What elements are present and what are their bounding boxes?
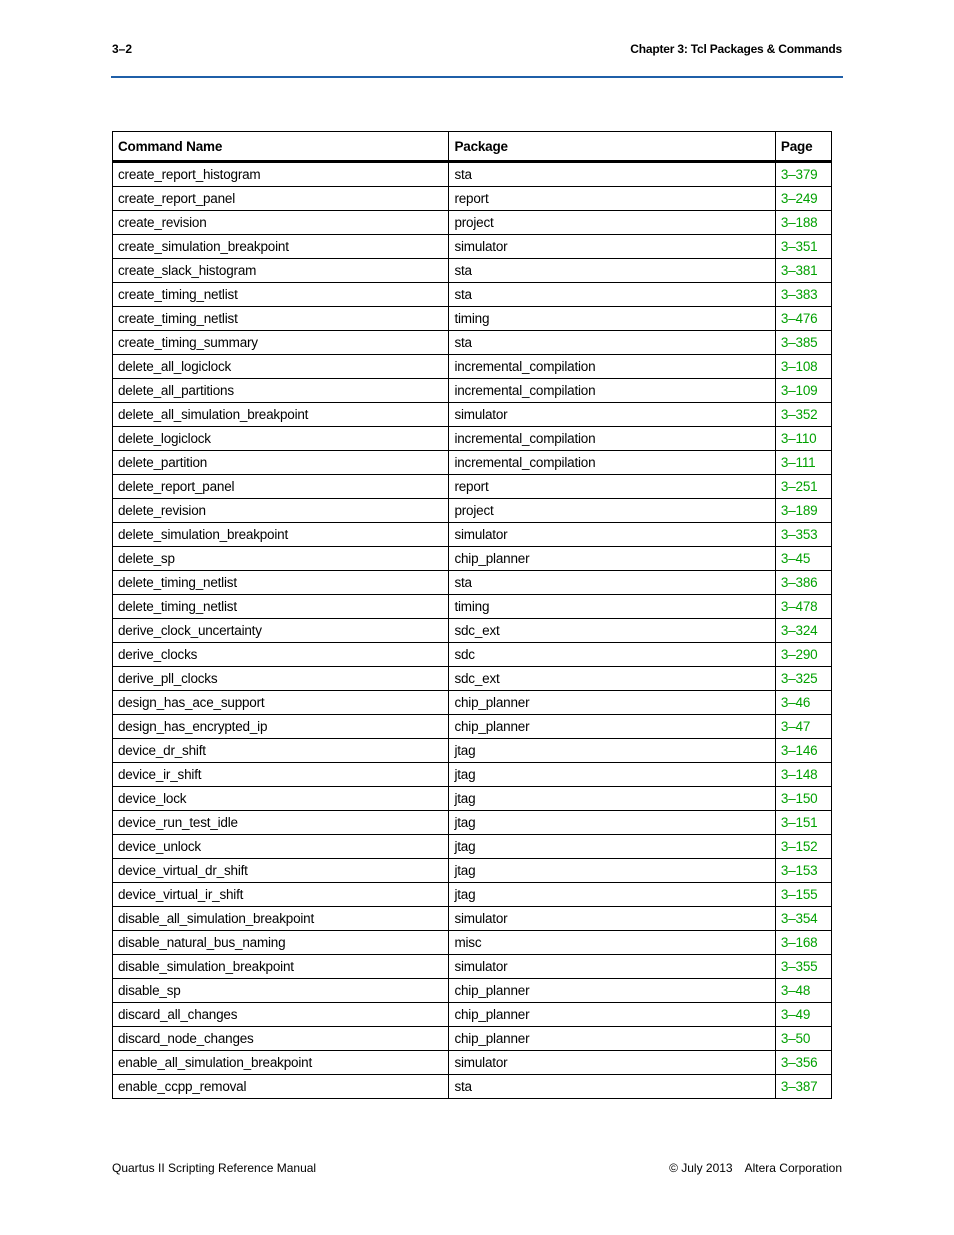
- page-link[interactable]: 3–111: [780, 455, 816, 470]
- page-cell: [775, 427, 831, 451]
- table-row: [113, 547, 832, 571]
- table-row: [113, 931, 832, 955]
- command-name-cell: delete_sp: [113, 547, 449, 571]
- page-link[interactable]: 3–383: [780, 287, 818, 302]
- page-cell: [775, 955, 831, 979]
- command-name-cell: create_timing_netlist: [113, 283, 449, 307]
- table-body: [113, 162, 832, 1099]
- page-link[interactable]: 3–251: [780, 479, 818, 494]
- page-cell: [775, 907, 831, 931]
- command-name-cell: delete_report_panel: [113, 475, 449, 499]
- package-cell: sdc_ext: [449, 667, 775, 691]
- table-row: [113, 571, 832, 595]
- page-cell: [775, 787, 831, 811]
- command-name-cell: create_report_histogram: [113, 162, 449, 187]
- table-row: [113, 162, 832, 187]
- table-row: [113, 331, 832, 355]
- package-cell: timing: [449, 595, 775, 619]
- package-cell: sta: [449, 571, 775, 595]
- table-row: [113, 595, 832, 619]
- page-link[interactable]: 3–290: [780, 647, 818, 662]
- package-cell: chip_planner: [449, 691, 775, 715]
- command-name-cell: create_report_panel: [113, 187, 449, 211]
- command-name-cell: device_lock: [113, 787, 449, 811]
- page-link[interactable]: 3–249: [780, 191, 818, 206]
- table-row: [113, 1003, 832, 1027]
- table-row: [113, 403, 832, 427]
- page-cell: [775, 355, 831, 379]
- table-row: [113, 475, 832, 499]
- command-name-cell: create_slack_histogram: [113, 259, 449, 283]
- page-number: 3–2: [112, 42, 133, 56]
- page-cell: [775, 259, 831, 283]
- table-row: [113, 187, 832, 211]
- page-cell: [775, 451, 831, 475]
- package-cell: incremental_compilation: [449, 427, 775, 451]
- page-cell: [775, 667, 831, 691]
- package-cell: project: [449, 211, 775, 235]
- page-link[interactable]: 3–155: [780, 887, 818, 902]
- page-cell: [775, 1003, 831, 1027]
- table-row: [113, 523, 832, 547]
- company-name: Altera Corporation: [744, 1161, 842, 1175]
- page-cell: [775, 162, 831, 187]
- page-cell: [775, 859, 831, 883]
- page-link[interactable]: 3–387: [780, 1079, 818, 1094]
- command-name-cell: derive_pll_clocks: [113, 667, 449, 691]
- page-cell: [775, 331, 831, 355]
- page-cell: [775, 379, 831, 403]
- command-name-cell: delete_all_partitions: [113, 379, 449, 403]
- table-row: [113, 1075, 832, 1099]
- page-cell: [775, 811, 831, 835]
- page-link[interactable]: 3–351: [780, 239, 818, 254]
- package-cell: jtag: [449, 763, 775, 787]
- table-row: [113, 955, 832, 979]
- command-name-cell: disable_sp: [113, 979, 449, 1003]
- page-cell: [775, 619, 831, 643]
- table-row: [113, 859, 832, 883]
- page-link[interactable]: 3–50: [780, 1031, 811, 1046]
- page-link[interactable]: 3–148: [780, 767, 818, 782]
- table-row: [113, 379, 832, 403]
- package-cell: jtag: [449, 787, 775, 811]
- command-name-cell: delete_revision: [113, 499, 449, 523]
- page-cell: [775, 523, 831, 547]
- manual-title: Quartus II Scripting Reference Manual: [112, 1161, 317, 1175]
- package-cell: chip_planner: [449, 1027, 775, 1051]
- table-row: [113, 499, 832, 523]
- package-cell: jtag: [449, 859, 775, 883]
- page-cell: [775, 979, 831, 1003]
- table-row: [113, 979, 832, 1003]
- command-name-cell: delete_partition: [113, 451, 449, 475]
- package-cell: incremental_compilation: [449, 379, 775, 403]
- page-cell: [775, 739, 831, 763]
- table-row: [113, 739, 832, 763]
- page-link[interactable]: 3–379: [780, 167, 818, 182]
- page-link[interactable]: 3–47: [780, 719, 811, 734]
- command-name-cell: enable_ccpp_removal: [113, 1075, 449, 1099]
- page-cell: [775, 643, 831, 667]
- page-cell: [775, 547, 831, 571]
- page-footer: [112, 1161, 842, 1179]
- command-name-cell: delete_all_logiclock: [113, 355, 449, 379]
- table-row: [113, 835, 832, 859]
- package-cell: jtag: [449, 835, 775, 859]
- page-cell: [775, 571, 831, 595]
- page-cell: [775, 1027, 831, 1051]
- command-name-cell: disable_all_simulation_breakpoint: [113, 907, 449, 931]
- page-link[interactable]: 3–109: [780, 383, 818, 398]
- page-link[interactable]: 3–110: [780, 431, 817, 446]
- table-row: [113, 259, 832, 283]
- table-row: [113, 883, 832, 907]
- package-cell: chip_planner: [449, 715, 775, 739]
- column-header-page: Page: [775, 132, 831, 162]
- page-link[interactable]: 3–352: [780, 407, 818, 422]
- table-row: [113, 619, 832, 643]
- table-row: [113, 211, 832, 235]
- page-cell: [775, 835, 831, 859]
- command-name-cell: device_dr_shift: [113, 739, 449, 763]
- table-row: [113, 283, 832, 307]
- page-cell: [775, 475, 831, 499]
- command-name-cell: disable_natural_bus_naming: [113, 931, 449, 955]
- header-rule: [111, 76, 843, 78]
- command-name-cell: create_simulation_breakpoint: [113, 235, 449, 259]
- command-name-cell: device_run_test_idle: [113, 811, 449, 835]
- page-link[interactable]: 3–386: [780, 575, 818, 590]
- page-cell: [775, 763, 831, 787]
- page-link[interactable]: 3–353: [780, 527, 818, 542]
- page-cell: [775, 1051, 831, 1075]
- command-name-cell: device_virtual_dr_shift: [113, 859, 449, 883]
- command-name-cell: discard_node_changes: [113, 1027, 449, 1051]
- table-row: [113, 811, 832, 835]
- command-name-cell: delete_all_simulation_breakpoint: [113, 403, 449, 427]
- package-cell: misc: [449, 931, 775, 955]
- table-row: [113, 667, 832, 691]
- package-cell: simulator: [449, 955, 775, 979]
- package-cell: jtag: [449, 883, 775, 907]
- table-row: [113, 1027, 832, 1051]
- package-cell: incremental_compilation: [449, 355, 775, 379]
- command-name-cell: delete_timing_netlist: [113, 571, 449, 595]
- page-link[interactable]: 3–354: [780, 911, 818, 926]
- package-cell: sta: [449, 162, 775, 187]
- package-cell: sta: [449, 283, 775, 307]
- page-cell: [775, 931, 831, 955]
- package-cell: chip_planner: [449, 979, 775, 1003]
- package-cell: project: [449, 499, 775, 523]
- table-row: [113, 1051, 832, 1075]
- page-link[interactable]: 3–49: [780, 1007, 811, 1022]
- package-cell: simulator: [449, 523, 775, 547]
- page-cell: [775, 403, 831, 427]
- page-cell: [775, 187, 831, 211]
- column-header-package: Package: [449, 132, 775, 162]
- table-row: [113, 643, 832, 667]
- command-name-cell: create_timing_summary: [113, 331, 449, 355]
- package-cell: chip_planner: [449, 1003, 775, 1027]
- page-link[interactable]: 3–381: [780, 263, 818, 278]
- page-link[interactable]: 3–324: [780, 623, 818, 638]
- package-cell: jtag: [449, 811, 775, 835]
- page-link[interactable]: 3–385: [780, 335, 818, 350]
- table-row: [113, 715, 832, 739]
- page-header: [112, 40, 842, 60]
- page-link[interactable]: 3–325: [780, 671, 818, 686]
- page-link[interactable]: 3–189: [780, 503, 818, 518]
- command-name-cell: device_ir_shift: [113, 763, 449, 787]
- footer-right: [669, 1161, 842, 1175]
- package-cell: timing: [449, 307, 775, 331]
- table-row: [113, 907, 832, 931]
- page-cell: [775, 283, 831, 307]
- page-link[interactable]: 3–168: [780, 935, 818, 950]
- page-cell: [775, 883, 831, 907]
- page-cell: [775, 715, 831, 739]
- command-name-cell: derive_clock_uncertainty: [113, 619, 449, 643]
- table-row: [113, 691, 832, 715]
- command-name-cell: device_virtual_ir_shift: [113, 883, 449, 907]
- page-link[interactable]: 3–476: [780, 311, 818, 326]
- page-cell: [775, 307, 831, 331]
- copyright-date: © July 2013: [669, 1161, 733, 1175]
- page-cell: [775, 211, 831, 235]
- page-cell: [775, 595, 831, 619]
- page-link[interactable]: 3–355: [780, 959, 818, 974]
- package-cell: simulator: [449, 403, 775, 427]
- page-link[interactable]: 3–150: [780, 791, 818, 806]
- page-link[interactable]: 3–153: [780, 863, 818, 878]
- package-cell: sdc: [449, 643, 775, 667]
- command-name-cell: enable_all_simulation_breakpoint: [113, 1051, 449, 1075]
- command-name-cell: delete_logiclock: [113, 427, 449, 451]
- command-name-cell: design_has_ace_support: [113, 691, 449, 715]
- command-name-cell: delete_simulation_breakpoint: [113, 523, 449, 547]
- package-cell: sdc_ext: [449, 619, 775, 643]
- command-name-cell: discard_all_changes: [113, 1003, 449, 1027]
- command-table: [112, 131, 832, 1099]
- table-row: [113, 763, 832, 787]
- chapter-title: Chapter 3: Tcl Packages & Commands: [630, 42, 842, 56]
- page-cell: [775, 235, 831, 259]
- page-link[interactable]: 3–108: [780, 359, 818, 374]
- package-cell: jtag: [449, 739, 775, 763]
- command-name-cell: disable_simulation_breakpoint: [113, 955, 449, 979]
- page-cell: [775, 499, 831, 523]
- package-cell: report: [449, 187, 775, 211]
- page-link[interactable]: 3–152: [780, 839, 818, 854]
- table-row: [113, 787, 832, 811]
- command-name-cell: delete_timing_netlist: [113, 595, 449, 619]
- page-link[interactable]: 3–46: [780, 695, 811, 710]
- command-name-cell: design_has_encrypted_ip: [113, 715, 449, 739]
- table-row: [113, 427, 832, 451]
- command-name-cell: create_revision: [113, 211, 449, 235]
- page-link[interactable]: 3–356: [780, 1055, 818, 1070]
- page-cell: [775, 1075, 831, 1099]
- package-cell: incremental_compilation: [449, 451, 775, 475]
- page-link[interactable]: 3–151: [780, 815, 818, 830]
- package-cell: sta: [449, 331, 775, 355]
- page-link[interactable]: 3–478: [780, 599, 818, 614]
- table-header-row: [113, 132, 832, 162]
- package-cell: simulator: [449, 907, 775, 931]
- page-link[interactable]: 3–146: [780, 743, 818, 758]
- table-row: [113, 451, 832, 475]
- package-cell: chip_planner: [449, 547, 775, 571]
- table-row: [113, 235, 832, 259]
- page-link[interactable]: 3–45: [780, 551, 811, 566]
- column-header-command: Command Name: [113, 132, 449, 162]
- command-name-cell: create_timing_netlist: [113, 307, 449, 331]
- page-link[interactable]: 3–188: [780, 215, 818, 230]
- package-cell: simulator: [449, 1051, 775, 1075]
- package-cell: simulator: [449, 235, 775, 259]
- command-name-cell: derive_clocks: [113, 643, 449, 667]
- page-cell: [775, 691, 831, 715]
- package-cell: report: [449, 475, 775, 499]
- page-link[interactable]: 3–48: [780, 983, 811, 998]
- command-name-cell: device_unlock: [113, 835, 449, 859]
- table-row: [113, 307, 832, 331]
- package-cell: sta: [449, 1075, 775, 1099]
- table-row: [113, 355, 832, 379]
- package-cell: sta: [449, 259, 775, 283]
